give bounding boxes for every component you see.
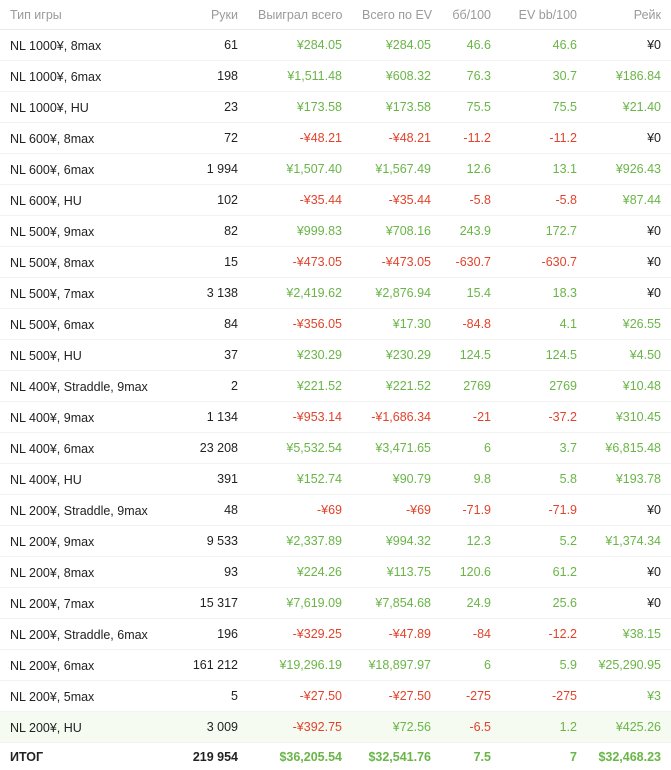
table-row[interactable] <box>0 185 671 216</box>
column-header-ev-bb100[interactable]: EV bb/100 <box>501 0 587 30</box>
cell-won-total: -¥473.05 <box>248 247 352 278</box>
cell-rake: ¥186.84 <box>587 61 671 92</box>
cell-game-type: NL 1000¥, 6max <box>0 61 170 92</box>
cell-game-type: NL 600¥, 6max <box>0 154 170 185</box>
cell-won-total: -¥392.75 <box>248 712 352 743</box>
total-ev-total: $32,541.76 <box>352 743 441 770</box>
cell-won-total: -¥953.14 <box>248 402 352 433</box>
cell-bb100: -6.5 <box>441 712 501 743</box>
cell-rake: ¥0 <box>587 588 671 619</box>
cell-ev-total: ¥7,854.68 <box>352 588 441 619</box>
cell-bb100: -84.8 <box>441 309 501 340</box>
cell-won-total: ¥7,619.09 <box>248 588 352 619</box>
cell-bb100: -11.2 <box>441 123 501 154</box>
total-hands: 219 954 <box>170 743 248 770</box>
cell-ev-bb100: 5.8 <box>501 464 587 495</box>
cell-ev-total: -¥35.44 <box>352 185 441 216</box>
cell-rake: ¥21.40 <box>587 92 671 123</box>
cell-bb100: 120.6 <box>441 557 501 588</box>
cell-ev-total: ¥72.56 <box>352 712 441 743</box>
cell-ev-total: ¥230.29 <box>352 340 441 371</box>
table-row[interactable] <box>0 123 671 154</box>
cell-ev-bb100: -630.7 <box>501 247 587 278</box>
cell-rake: ¥25,290.95 <box>587 650 671 681</box>
cell-game-type: NL 600¥, 8max <box>0 123 170 154</box>
cell-ev-total: -¥48.21 <box>352 123 441 154</box>
cell-ev-total: ¥113.75 <box>352 557 441 588</box>
cell-rake: ¥0 <box>587 495 671 526</box>
cell-rake: ¥1,374.34 <box>587 526 671 557</box>
cell-hands: 48 <box>170 495 248 526</box>
cell-hands: 15 <box>170 247 248 278</box>
table-row[interactable] <box>0 309 671 340</box>
cell-rake: ¥10.48 <box>587 371 671 402</box>
table-body <box>0 30 671 770</box>
table-row[interactable] <box>0 619 671 650</box>
cell-ev-bb100: 13.1 <box>501 154 587 185</box>
cell-game-type: NL 200¥, 5max <box>0 681 170 712</box>
total-row <box>0 743 671 770</box>
table-row[interactable] <box>0 464 671 495</box>
cell-won-total: -¥329.25 <box>248 619 352 650</box>
table-row[interactable] <box>0 278 671 309</box>
cell-bb100: 6 <box>441 650 501 681</box>
cell-rake: ¥0 <box>587 30 671 61</box>
cell-ev-bb100: 3.7 <box>501 433 587 464</box>
cell-bb100: 243.9 <box>441 216 501 247</box>
table-row[interactable] <box>0 557 671 588</box>
cell-bb100: 2769 <box>441 371 501 402</box>
table-row[interactable] <box>0 216 671 247</box>
cell-rake: ¥310.45 <box>587 402 671 433</box>
cell-bb100: 75.5 <box>441 92 501 123</box>
cell-hands: 5 <box>170 681 248 712</box>
cell-hands: 196 <box>170 619 248 650</box>
cell-bb100: 124.5 <box>441 340 501 371</box>
cell-bb100: -630.7 <box>441 247 501 278</box>
cell-ev-total: ¥221.52 <box>352 371 441 402</box>
cell-bb100: 46.6 <box>441 30 501 61</box>
total-ev-bb100: 7 <box>501 743 587 770</box>
cell-ev-total: ¥17.30 <box>352 309 441 340</box>
cell-ev-bb100: 46.6 <box>501 30 587 61</box>
cell-ev-total: ¥18,897.97 <box>352 650 441 681</box>
table-row[interactable] <box>0 588 671 619</box>
cell-game-type: NL 600¥, HU <box>0 185 170 216</box>
cell-rake: ¥87.44 <box>587 185 671 216</box>
cell-ev-bb100: 5.2 <box>501 526 587 557</box>
cell-game-type: NL 500¥, 8max <box>0 247 170 278</box>
cell-bb100: -275 <box>441 681 501 712</box>
cell-hands: 1 134 <box>170 402 248 433</box>
cell-ev-bb100: 2769 <box>501 371 587 402</box>
cell-ev-total: -¥1,686.34 <box>352 402 441 433</box>
cell-won-total: -¥27.50 <box>248 681 352 712</box>
total-bb100: 7.5 <box>441 743 501 770</box>
cell-bb100: 9.8 <box>441 464 501 495</box>
cell-hands: 84 <box>170 309 248 340</box>
cell-ev-bb100: 4.1 <box>501 309 587 340</box>
table-row[interactable] <box>0 247 671 278</box>
cell-game-type: NL 500¥, 7max <box>0 278 170 309</box>
table-row[interactable] <box>0 433 671 464</box>
cell-won-total: ¥224.26 <box>248 557 352 588</box>
cell-ev-bb100: 61.2 <box>501 557 587 588</box>
cell-game-type: NL 400¥, Straddle, 9max <box>0 371 170 402</box>
cell-game-type: NL 400¥, 6max <box>0 433 170 464</box>
cell-hands: 102 <box>170 185 248 216</box>
cell-bb100: 24.9 <box>441 588 501 619</box>
cell-ev-total: ¥3,471.65 <box>352 433 441 464</box>
cell-won-total: ¥284.05 <box>248 30 352 61</box>
cell-hands: 23 <box>170 92 248 123</box>
cell-rake: ¥0 <box>587 123 671 154</box>
table-row[interactable] <box>0 495 671 526</box>
cell-rake: ¥0 <box>587 557 671 588</box>
cell-hands: 93 <box>170 557 248 588</box>
cell-hands: 2 <box>170 371 248 402</box>
cell-bb100: -5.8 <box>441 185 501 216</box>
cell-won-total: ¥2,337.89 <box>248 526 352 557</box>
cell-game-type: NL 1000¥, 8max <box>0 30 170 61</box>
column-header-rake[interactable]: Рейк <box>587 0 671 30</box>
cell-ev-bb100: 5.9 <box>501 650 587 681</box>
cell-game-type: NL 200¥, 6max <box>0 650 170 681</box>
cell-ev-bb100: -5.8 <box>501 185 587 216</box>
cell-rake: ¥26.55 <box>587 309 671 340</box>
total-game-type: ИТОГ <box>0 743 170 770</box>
table-row[interactable] <box>0 402 671 433</box>
cell-hands: 3 138 <box>170 278 248 309</box>
table-row[interactable] <box>0 154 671 185</box>
cell-ev-total: ¥608.32 <box>352 61 441 92</box>
column-header-hands[interactable]: Руки <box>170 0 248 30</box>
cell-won-total: ¥19,296.19 <box>248 650 352 681</box>
cell-ev-bb100: 18.3 <box>501 278 587 309</box>
cell-game-type: NL 200¥, Straddle, 9max <box>0 495 170 526</box>
cell-ev-bb100: 75.5 <box>501 92 587 123</box>
cell-won-total: -¥48.21 <box>248 123 352 154</box>
cell-rake: ¥193.78 <box>587 464 671 495</box>
cell-game-type: NL 200¥, Straddle, 6max <box>0 619 170 650</box>
cell-ev-bb100: -12.2 <box>501 619 587 650</box>
table-header-row <box>0 0 671 30</box>
cell-rake: ¥6,815.48 <box>587 433 671 464</box>
cell-rake: ¥0 <box>587 216 671 247</box>
column-header-game-type[interactable]: Тип игры <box>0 0 170 30</box>
cell-hands: 82 <box>170 216 248 247</box>
cell-ev-total: -¥473.05 <box>352 247 441 278</box>
cell-ev-bb100: -71.9 <box>501 495 587 526</box>
cell-hands: 37 <box>170 340 248 371</box>
total-won-total: $36,205.54 <box>248 743 352 770</box>
cell-won-total: ¥1,507.40 <box>248 154 352 185</box>
cell-won-total: ¥1,511.48 <box>248 61 352 92</box>
table-row[interactable] <box>0 92 671 123</box>
cell-hands: 23 208 <box>170 433 248 464</box>
cell-won-total: -¥356.05 <box>248 309 352 340</box>
cell-ev-total: ¥90.79 <box>352 464 441 495</box>
column-header-won-total[interactable]: Выиграл всего <box>248 0 352 30</box>
cell-hands: 1 994 <box>170 154 248 185</box>
cell-bb100: 12.3 <box>441 526 501 557</box>
cell-ev-bb100: 30.7 <box>501 61 587 92</box>
cell-ev-total: ¥1,567.49 <box>352 154 441 185</box>
cell-bb100: -84 <box>441 619 501 650</box>
cell-bb100: 6 <box>441 433 501 464</box>
cell-ev-total: ¥708.16 <box>352 216 441 247</box>
cell-ev-total: ¥2,876.94 <box>352 278 441 309</box>
cell-rake: ¥0 <box>587 278 671 309</box>
cell-game-type: NL 200¥, 7max <box>0 588 170 619</box>
cell-rake: ¥4.50 <box>587 340 671 371</box>
cell-won-total: ¥173.58 <box>248 92 352 123</box>
table-row[interactable] <box>0 712 671 743</box>
cell-game-type: NL 500¥, HU <box>0 340 170 371</box>
column-header-bb100[interactable]: бб/100 <box>441 0 501 30</box>
cell-game-type: NL 500¥, 6max <box>0 309 170 340</box>
table-row[interactable] <box>0 650 671 681</box>
cell-game-type: NL 400¥, HU <box>0 464 170 495</box>
cell-game-type: NL 200¥, HU <box>0 712 170 743</box>
cell-hands: 15 317 <box>170 588 248 619</box>
cell-won-total: ¥221.52 <box>248 371 352 402</box>
table-row[interactable] <box>0 30 671 61</box>
cell-ev-total: ¥994.32 <box>352 526 441 557</box>
cell-won-total: ¥230.29 <box>248 340 352 371</box>
cell-game-type: NL 500¥, 9max <box>0 216 170 247</box>
cell-bb100: -21 <box>441 402 501 433</box>
cell-rake: ¥38.15 <box>587 619 671 650</box>
cell-hands: 3 009 <box>170 712 248 743</box>
cell-won-total: ¥5,532.54 <box>248 433 352 464</box>
cell-won-total: ¥152.74 <box>248 464 352 495</box>
table-row[interactable] <box>0 340 671 371</box>
cell-ev-bb100: 172.7 <box>501 216 587 247</box>
cell-game-type: NL 1000¥, HU <box>0 92 170 123</box>
cell-hands: 391 <box>170 464 248 495</box>
cell-ev-total: -¥47.89 <box>352 619 441 650</box>
cell-ev-bb100: -37.2 <box>501 402 587 433</box>
total-rake: $32,468.23 <box>587 743 671 770</box>
cell-ev-bb100: -11.2 <box>501 123 587 154</box>
cell-won-total: ¥2,419.62 <box>248 278 352 309</box>
cell-ev-bb100: 25.6 <box>501 588 587 619</box>
cell-bb100: 76.3 <box>441 61 501 92</box>
table-row[interactable] <box>0 61 671 92</box>
cell-hands: 161 212 <box>170 650 248 681</box>
table-row[interactable] <box>0 681 671 712</box>
cell-ev-total: -¥69 <box>352 495 441 526</box>
cell-rake: ¥0 <box>587 247 671 278</box>
cell-won-total: ¥999.83 <box>248 216 352 247</box>
cell-hands: 9 533 <box>170 526 248 557</box>
cell-hands: 72 <box>170 123 248 154</box>
cell-rake: ¥3 <box>587 681 671 712</box>
cell-won-total: -¥69 <box>248 495 352 526</box>
cell-ev-bb100: -275 <box>501 681 587 712</box>
cell-bb100: 12.6 <box>441 154 501 185</box>
cell-ev-bb100: 1.2 <box>501 712 587 743</box>
cell-ev-total: ¥284.05 <box>352 30 441 61</box>
cell-won-total: -¥35.44 <box>248 185 352 216</box>
table-row[interactable] <box>0 526 671 557</box>
cell-bb100: -71.9 <box>441 495 501 526</box>
cell-ev-total: -¥27.50 <box>352 681 441 712</box>
cell-rake: ¥926.43 <box>587 154 671 185</box>
cell-bb100: 15.4 <box>441 278 501 309</box>
cell-hands: 198 <box>170 61 248 92</box>
cell-ev-bb100: 124.5 <box>501 340 587 371</box>
cell-ev-total: ¥173.58 <box>352 92 441 123</box>
cell-hands: 61 <box>170 30 248 61</box>
cell-game-type: NL 400¥, 9max <box>0 402 170 433</box>
cell-game-type: NL 200¥, 8max <box>0 557 170 588</box>
column-header-ev-total[interactable]: Всего по EV <box>352 0 441 30</box>
cell-rake: ¥425.26 <box>587 712 671 743</box>
table-row[interactable] <box>0 371 671 402</box>
cell-game-type: NL 200¥, 9max <box>0 526 170 557</box>
